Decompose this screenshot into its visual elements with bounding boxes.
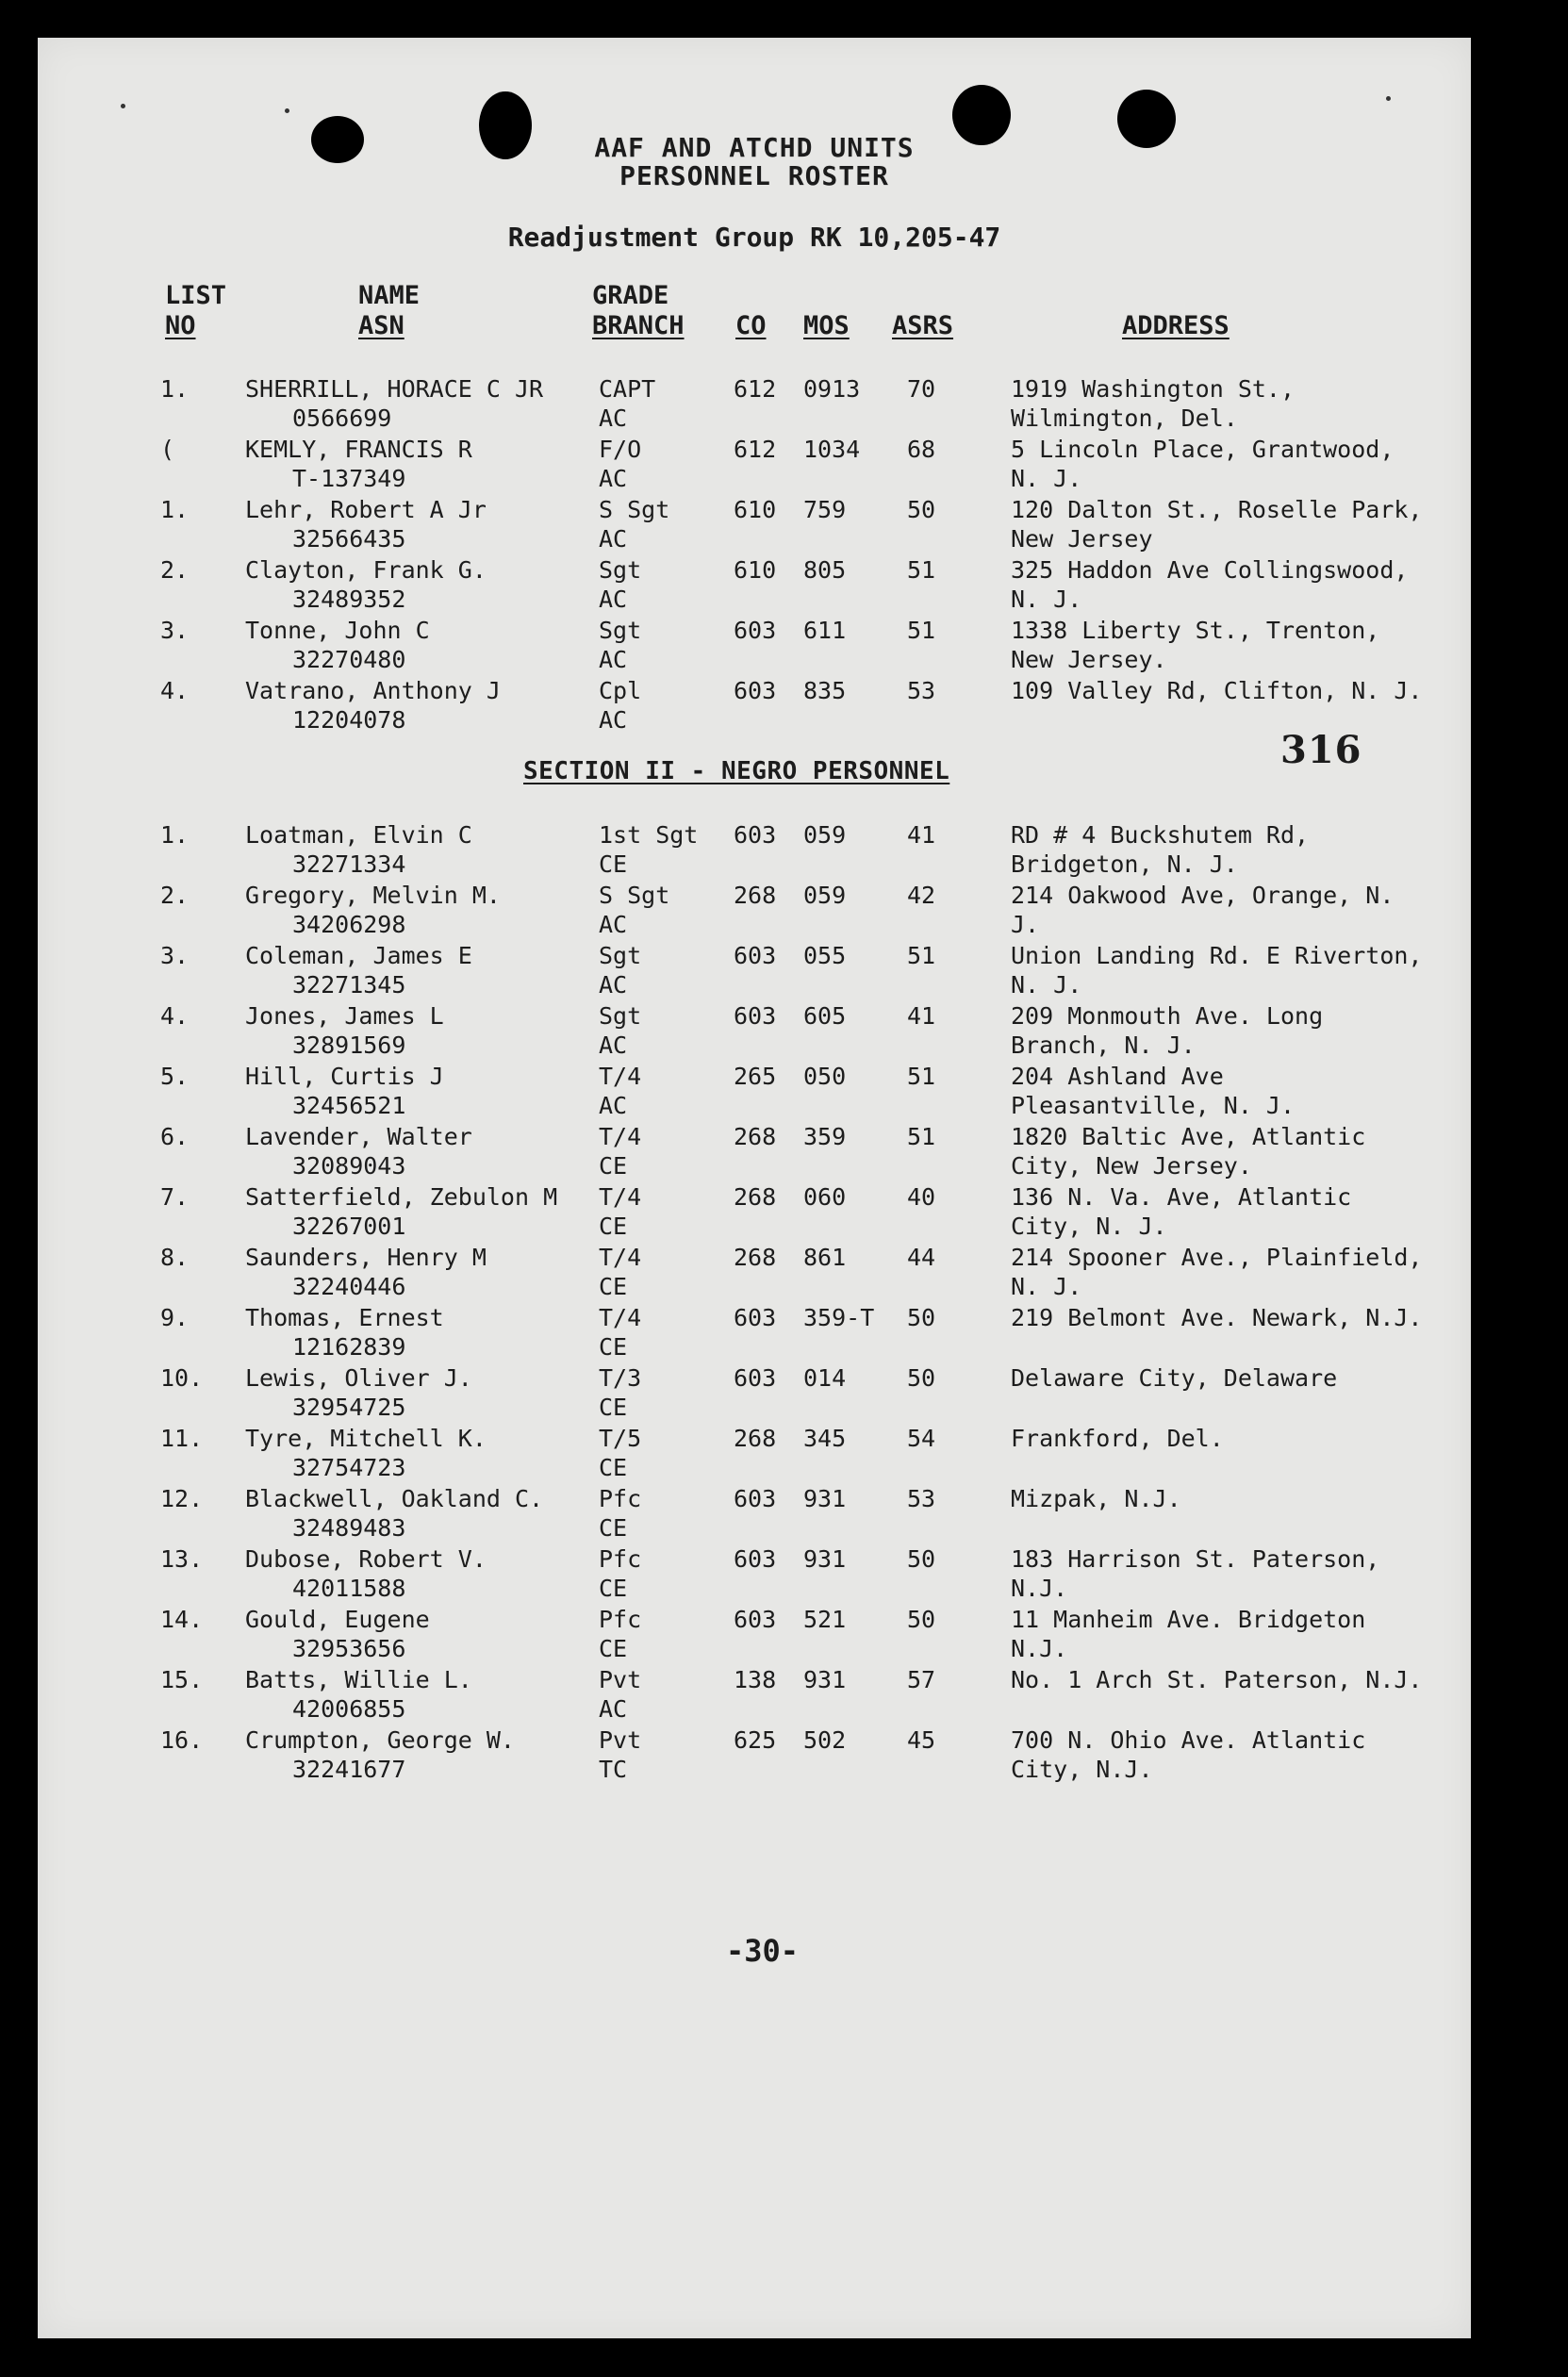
address: 183 Harrison St. Paterson, N.J. [1011,1545,1380,1602]
person-asn: 32489483 [292,1514,406,1542]
mos: 1034 [803,436,861,463]
col-name-top: NAME [358,281,421,310]
person-asn: 32489352 [292,586,406,613]
branch: TC [599,1756,628,1783]
person-asn: 32754723 [292,1454,406,1481]
person-asn: 32271334 [292,850,406,878]
readjustment-group: Readjustment Group RK 10,205-47 [507,222,1001,253]
address: Mizpak, N.J. [1011,1485,1181,1512]
branch: AC [599,911,628,938]
asrs: 50 [907,496,936,523]
address: 1338 Liberty St., Trenton, New Jersey. [1011,617,1380,673]
person-asn: 32270480 [292,646,406,673]
col-grade-top: GRADE [592,281,669,310]
mos: 359-T [803,1304,875,1331]
grade: Pfc [599,1485,642,1512]
branch: AC [599,646,628,673]
address: 5 Lincoln Place, Grantwood, N. J. [1011,436,1395,492]
branch: AC [599,525,628,553]
grade: Pvt [599,1726,642,1754]
branch: AC [599,586,628,613]
co: 603 [734,1485,777,1512]
grade: T/4 [599,1183,642,1211]
table-row [38,495,1471,555]
address: RD # 4 Buckshutem Rd, Bridgeton, N. J. [1011,821,1310,878]
table-row [38,676,1471,736]
person-asn: 0566699 [292,404,392,432]
person-asn: T-137349 [292,465,406,492]
person-asn: 32089043 [292,1152,406,1180]
co: 268 [734,1244,777,1271]
address: No. 1 Arch St. Paterson, N.J. [1011,1666,1423,1693]
grade: T/4 [599,1304,642,1331]
person-name: Jones, James L [245,1002,444,1030]
list-no: 11. [160,1425,204,1452]
person-name: SHERRILL, HORACE C JR [245,375,544,403]
co: 603 [734,1002,777,1030]
grade: S Sgt [599,882,670,909]
grade: Sgt [599,942,642,969]
list-no: 5. [160,1063,190,1090]
table-row [38,1424,1471,1484]
grade: Cpl [599,677,642,704]
mos: 0913 [803,375,861,403]
list-no: 7. [160,1183,190,1211]
person-name: Loatman, Elvin C [245,821,472,849]
list-no: 3. [160,942,190,969]
col-list-top: LIST [165,281,227,310]
branch: AC [599,706,628,734]
person-asn: 32267001 [292,1213,406,1240]
col-co: CO [735,311,767,340]
branch: CE [599,1575,628,1602]
list-no: 15. [160,1666,204,1693]
person-asn: 32953656 [292,1635,406,1662]
list-no: 1. [160,496,190,523]
address: 204 Ashland Ave Pleasantville, N. J. [1011,1063,1296,1119]
table-row [38,616,1471,676]
person-asn: 34206298 [292,911,406,938]
grade: Pfc [599,1545,642,1573]
co: 603 [734,1545,777,1573]
grade: Sgt [599,1002,642,1030]
table-row [38,1725,1471,1786]
mos: 521 [803,1606,847,1633]
col-address: ADDRESS [1122,311,1230,340]
asrs: 51 [907,556,936,584]
address: 11 Manheim Ave. Bridgeton N.J. [1011,1606,1366,1662]
table-row [38,881,1471,941]
co: 625 [734,1726,777,1754]
person-asn: 12204078 [292,706,406,734]
grade: T/5 [599,1425,642,1452]
person-name: Thomas, Ernest [245,1304,444,1331]
mos: 931 [803,1666,847,1693]
co: 603 [734,942,777,969]
branch: AC [599,971,628,999]
mos: 059 [803,821,847,849]
branch: CE [599,1635,628,1662]
person-name: Coleman, James E [245,942,472,969]
mos: 014 [803,1364,847,1392]
list-no: 4. [160,1002,190,1030]
mos: 605 [803,1002,847,1030]
grade: Sgt [599,617,642,644]
speck [285,108,289,113]
person-asn: 32954725 [292,1394,406,1421]
address: 214 Spooner Ave., Plainfield, N. J. [1011,1244,1423,1300]
branch: CE [599,1273,628,1300]
list-no: 3. [160,617,190,644]
person-asn: 32891569 [292,1032,406,1059]
branch: AC [599,465,628,492]
mos: 861 [803,1244,847,1271]
table-row [38,1182,1471,1243]
co: 603 [734,1364,777,1392]
list-no: 8. [160,1244,190,1271]
mos: 835 [803,677,847,704]
address: 214 Oakwood Ave, Orange, N. J. [1011,882,1395,938]
list-no: 2. [160,556,190,584]
col-name-bottom: ASN [358,311,404,340]
asrs: 44 [907,1244,936,1271]
table-row [38,1001,1471,1062]
table-row [38,1484,1471,1544]
person-name: Gregory, Melvin M. [245,882,501,909]
person-name: Blackwell, Oakland C. [245,1485,544,1512]
person-name: Lehr, Robert A Jr [245,496,487,523]
address: 325 Haddon Ave Collingswood, N. J. [1011,556,1409,613]
grade: T/4 [599,1063,642,1090]
list-no: 10. [160,1364,204,1392]
person-name: Dubose, Robert V. [245,1545,487,1573]
address: 700 N. Ohio Ave. Atlantic City, N.J. [1011,1726,1366,1783]
person-name: KEMLY, FRANCIS R [245,436,472,463]
page-number: -30- [726,1933,800,1969]
person-name: Satterfield, Zebulon M [245,1183,558,1211]
person-name: Gould, Eugene [245,1606,430,1633]
table-row [38,1243,1471,1303]
grade: Pfc [599,1606,642,1633]
asrs: 50 [907,1364,936,1392]
co: 268 [734,1425,777,1452]
person-asn: 32456521 [292,1092,406,1119]
person-name: Crumpton, George W. [245,1726,515,1754]
address: 136 N. Va. Ave, Atlantic City, N. J. [1011,1183,1352,1240]
branch: AC [599,1695,628,1723]
branch: AC [599,1032,628,1059]
person-asn: 32271345 [292,971,406,999]
asrs: 53 [907,1485,936,1512]
address: 219 Belmont Ave. Newark, N.J. [1011,1304,1423,1331]
person-name: Vatrano, Anthony J [245,677,501,704]
table-row [38,1605,1471,1665]
table-row [38,1363,1471,1424]
co: 612 [734,436,777,463]
address: Frankford, Del. [1011,1425,1224,1452]
asrs: 45 [907,1726,936,1754]
speck [121,104,125,108]
list-no: 1. [160,821,190,849]
mos: 502 [803,1726,847,1754]
list-no: 16. [160,1726,204,1754]
list-no: 2. [160,882,190,909]
grade: T/4 [599,1123,642,1150]
grade: F/O [599,436,642,463]
co: 268 [734,1183,777,1211]
grade: T/3 [599,1364,642,1392]
table-row [38,1303,1471,1363]
header-line-1: AAF AND ATCHD UNITS [594,132,915,163]
branch: CE [599,1333,628,1361]
table-row [38,1544,1471,1605]
mos: 359 [803,1123,847,1150]
asrs: 70 [907,375,936,403]
table-row [38,555,1471,616]
person-name: Lewis, Oliver J. [245,1364,472,1392]
mos: 345 [803,1425,847,1452]
person-name: Tonne, John C [245,617,430,644]
asrs: 51 [907,942,936,969]
person-asn: 32241677 [292,1756,406,1783]
co: 268 [734,1123,777,1150]
branch: CE [599,1394,628,1421]
mos: 931 [803,1545,847,1573]
mos: 060 [803,1183,847,1211]
asrs: 51 [907,1063,936,1090]
list-no: 14. [160,1606,204,1633]
list-no: 12. [160,1485,204,1512]
grade: CAPT [599,375,656,403]
person-asn: 12162839 [292,1333,406,1361]
person-name: Saunders, Henry M [245,1244,487,1271]
table-row [38,1665,1471,1725]
asrs: 50 [907,1545,936,1573]
branch: AC [599,404,628,432]
mos: 931 [803,1485,847,1512]
list-no: 9. [160,1304,190,1331]
co: 612 [734,375,777,403]
table-row [38,941,1471,1001]
branch: CE [599,1152,628,1180]
list-no: 6. [160,1123,190,1150]
asrs: 54 [907,1425,936,1452]
mos: 611 [803,617,847,644]
co: 138 [734,1666,777,1693]
mos: 059 [803,882,847,909]
col-mos: MOS [803,311,850,340]
mos: 050 [803,1063,847,1090]
grade: S Sgt [599,496,670,523]
list-no: 1. [160,375,190,403]
asrs: 57 [907,1666,936,1693]
list-no: 4. [160,677,190,704]
speck [1386,96,1391,101]
mos: 759 [803,496,847,523]
header-line-2: PERSONNEL ROSTER [619,160,889,191]
section-title: SECTION II - NEGRO PERSONNEL [523,757,950,785]
table-row [38,820,1471,881]
grade: Sgt [599,556,642,584]
branch: AC [599,1092,628,1119]
co: 603 [734,617,777,644]
address: 1919 Washington St., Wilmington, Del. [1011,375,1296,432]
asrs: 51 [907,617,936,644]
address: Delaware City, Delaware [1011,1364,1338,1392]
branch: CE [599,850,628,878]
col-grade-bottom: BRANCH [592,311,685,340]
branch: CE [599,1514,628,1542]
asrs: 41 [907,821,936,849]
asrs: 50 [907,1606,936,1633]
address: 209 Monmouth Ave. Long Branch, N. J. [1011,1002,1324,1059]
address: 109 Valley Rd, Clifton, N. J. [1011,677,1423,704]
co: 268 [734,882,777,909]
asrs: 51 [907,1123,936,1150]
person-name: Clayton, Frank G. [245,556,487,584]
address: 1820 Baltic Ave, Atlantic City, New Jersey. [1011,1123,1366,1180]
table-row [38,374,1471,435]
person-name: Tyre, Mitchell K. [245,1425,487,1452]
table-row [38,1122,1471,1182]
person-asn: 32240446 [292,1273,406,1300]
col-list-bottom: NO [165,311,196,340]
col-asrs: ASRS [892,311,954,340]
table-row [38,435,1471,495]
asrs: 42 [907,882,936,909]
grade: 1st Sgt [599,821,699,849]
table-row [38,1062,1471,1122]
grade: Pvt [599,1666,642,1693]
asrs: 68 [907,436,936,463]
co: 610 [734,496,777,523]
co: 603 [734,1304,777,1331]
co: 265 [734,1063,777,1090]
grade: T/4 [599,1244,642,1271]
co: 603 [734,1606,777,1633]
asrs: 40 [907,1183,936,1211]
person-asn: 32566435 [292,525,406,553]
co: 603 [734,821,777,849]
asrs: 53 [907,677,936,704]
co: 610 [734,556,777,584]
co: 603 [734,677,777,704]
asrs: 41 [907,1002,936,1030]
branch: CE [599,1454,628,1481]
person-asn: 42006855 [292,1695,406,1723]
person-name: Hill, Curtis J [245,1063,444,1090]
list-no: 13. [160,1545,204,1573]
address: Union Landing Rd. E Riverton, N. J. [1011,942,1423,999]
list-no: ( [160,436,175,463]
mos: 805 [803,556,847,584]
person-name: Lavender, Walter [245,1123,472,1150]
branch: CE [599,1213,628,1240]
address: 120 Dalton St., Roselle Park, New Jersey [1011,496,1423,553]
person-asn: 42011588 [292,1575,406,1602]
mos: 055 [803,942,847,969]
document-page [38,38,1471,2338]
person-name: Batts, Willie L. [245,1666,472,1693]
stamp-number: 316 [1280,728,1362,772]
asrs: 50 [907,1304,936,1331]
